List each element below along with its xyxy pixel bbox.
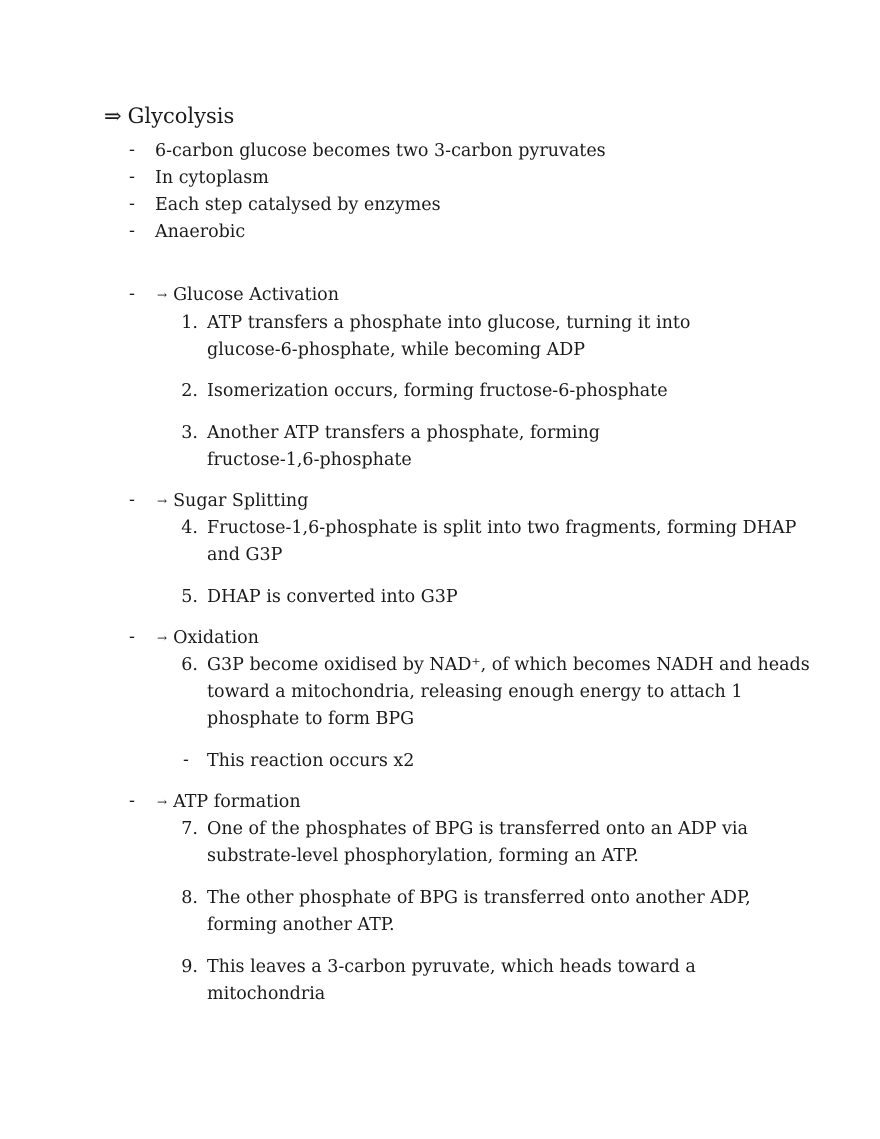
bullet-dash: - (129, 490, 135, 510)
step-number: 9. (181, 957, 198, 977)
bullet-dash: - (129, 791, 135, 811)
step-line: mitochondria (207, 984, 326, 1004)
summary-item: 6-carbon glucose becomes two 3-carbon pyruvates (155, 141, 606, 161)
step-line: substrate-level phosphorylation, forming an ATP. (207, 846, 639, 866)
page-title (104, 104, 234, 128)
bullet-dash: - (129, 167, 135, 187)
right-arrow-icon: → (157, 288, 168, 302)
step-line: ATP transfers a phosphate into glucose, turning it into (207, 313, 691, 333)
bullet-dash: - (129, 627, 135, 647)
step-number: 4. (181, 518, 198, 538)
title-text: Glycolysis (127, 104, 235, 128)
step-number: 1. (181, 313, 198, 333)
step-line: G3P become oxidised by NAD⁺, of which becomes NADH and heads (207, 655, 810, 675)
step-number: 8. (181, 888, 198, 908)
summary-item: Each step catalysed by enzymes (155, 195, 441, 215)
step-line: Another ATP transfers a phosphate, forming (207, 423, 600, 443)
right-arrow-icon: → (157, 795, 168, 809)
summary-item: In cytoplasm (155, 168, 269, 188)
section-heading: → Sugar Splitting (157, 491, 309, 511)
step-line: and G3P (207, 545, 283, 565)
bullet-dash: - (129, 140, 135, 160)
step-number: 7. (181, 819, 198, 839)
bullet-dash: - (183, 750, 189, 770)
right-arrow-icon: → (157, 494, 168, 508)
step-line: toward a mitochondria, releasing enough energy to attach 1 (207, 682, 743, 702)
bullet-dash: - (129, 284, 135, 304)
step-line: Fructose-1,6-phosphate is split into two fragments, forming DHAP (207, 518, 797, 538)
step-line: phosphate to form BPG (207, 709, 415, 729)
section-note: This reaction occurs x2 (207, 751, 415, 771)
summary-item: Anaerobic (155, 222, 246, 242)
step-line: The other phosphate of BPG is transferred onto another ADP, (207, 888, 751, 908)
step-number: 2. (181, 381, 198, 401)
step-line: This leaves a 3-carbon pyruvate, which heads toward a (207, 957, 696, 977)
section-heading: → Glucose Activation (157, 285, 339, 305)
step-line: forming another ATP. (207, 915, 395, 935)
bullet-dash: - (129, 194, 135, 214)
double-arrow-icon: ⇒ (104, 104, 122, 128)
step-line: fructose-1,6-phosphate (207, 450, 412, 470)
section-heading: → ATP formation (157, 792, 301, 812)
step-line: One of the phosphates of BPG is transferred onto an ADP via (207, 819, 748, 839)
bullet-dash: - (129, 221, 135, 241)
step-number: 5. (181, 587, 198, 607)
right-arrow-icon: → (157, 631, 168, 645)
step-number: 6. (181, 655, 198, 675)
step-line: glucose-6-phosphate, while becoming ADP (207, 340, 586, 360)
step-line: Isomerization occurs, forming fructose-6-phosphate (207, 381, 668, 401)
section-heading: → Oxidation (157, 628, 259, 648)
step-line: DHAP is converted into G3P (207, 587, 458, 607)
step-number: 3. (181, 423, 198, 443)
